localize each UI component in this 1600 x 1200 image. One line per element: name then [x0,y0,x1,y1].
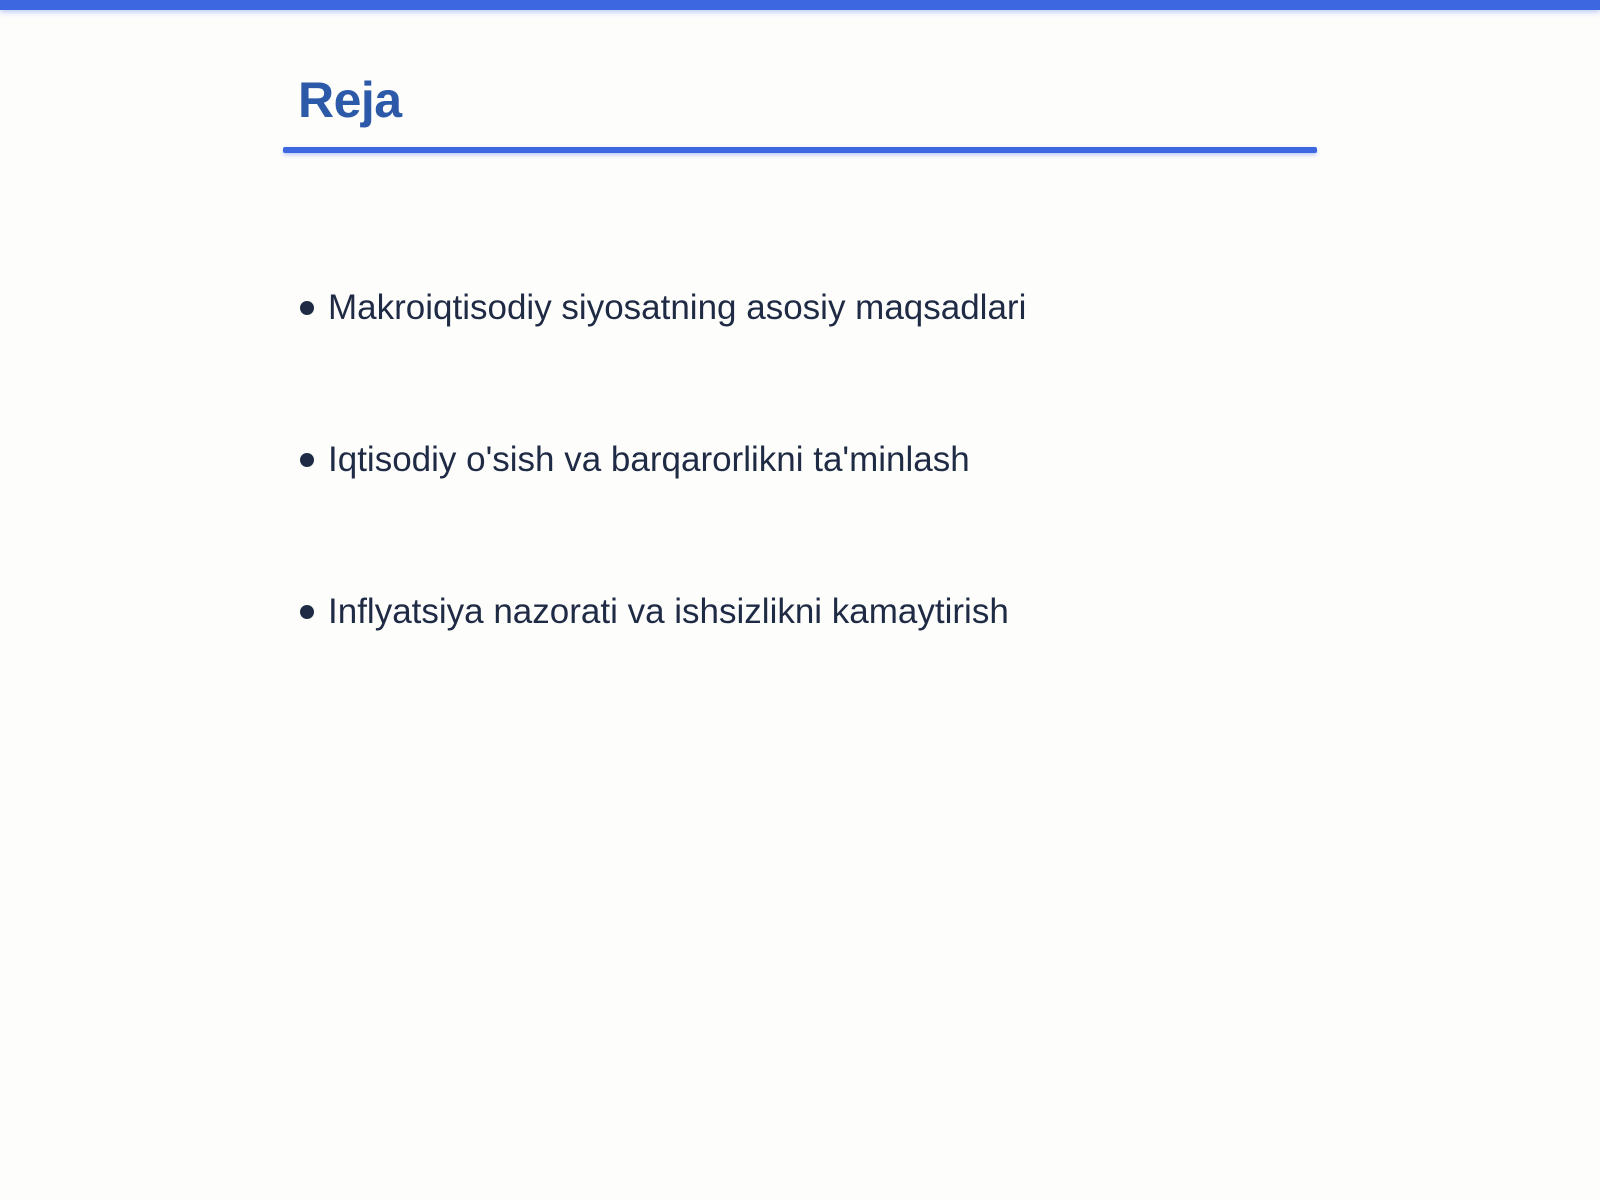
list-item [300,280,1026,336]
title-underline [283,147,1317,153]
bullet-text: Makroiqtisodiy siyosatning asosiy maqsadlari [328,288,1027,327]
bullet-icon [300,453,314,467]
slide-title: Reja [298,72,402,128]
bullet-text: Inflyatsiya nazorati va ishsizlikni kamaytirish [328,592,1009,631]
top-accent-bar [0,0,1600,10]
list-item [300,432,1026,488]
bullet-list [300,280,1026,736]
bullet-icon [300,605,314,619]
bullet-text: Iqtisodiy o'sish va barqarorlikni ta'minlash [328,440,970,479]
bullet-icon [300,301,314,315]
list-item [300,584,1026,640]
